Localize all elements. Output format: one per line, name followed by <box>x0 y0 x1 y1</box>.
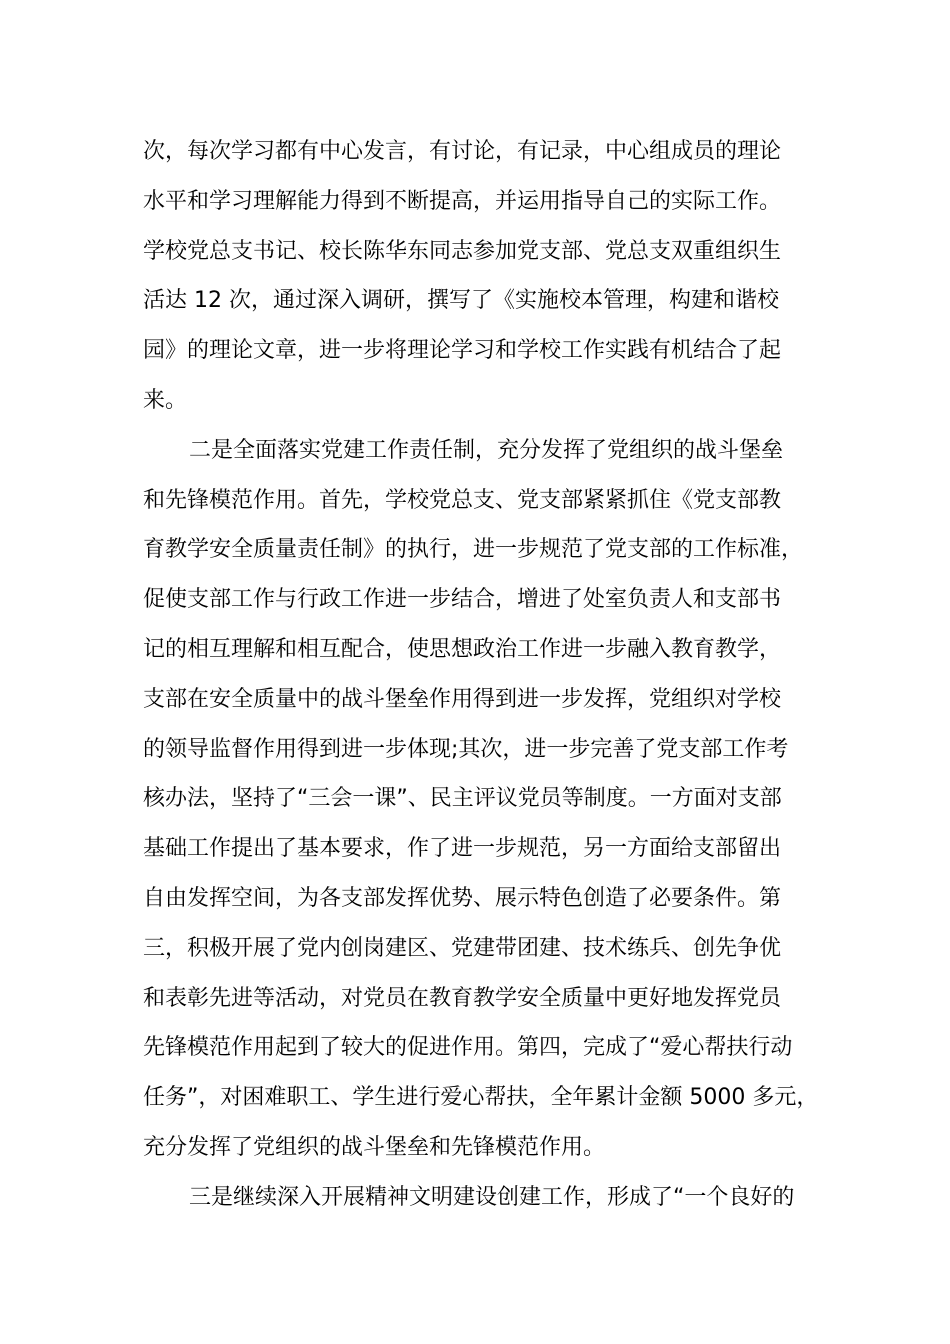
text-line: 三，积极开展了党内创岗建区、党建带团建、技术练兵、创先争优 <box>143 935 782 961</box>
text-line: 园》的理论文章，进一步将理论学习和学校工作实践有机结合了起 <box>143 338 782 364</box>
text-line: 和先锋模范作用。首先，学校党总支、党支部紧紧抓住《党支部教 <box>143 487 782 513</box>
text-line: 的领导监督作用得到进一步体现;其次，进一步完善了党支部工作考 <box>143 736 789 762</box>
text-line: 任务”，对困难职工、学生进行爱心帮扶，全年累计金额 5000 多元， <box>143 1085 819 1111</box>
text-line: 自由发挥空间，为各支部发挥优势、展示特色创造了必要条件。第 <box>143 885 782 911</box>
text-line: 促使支部工作与行政工作进一步结合，增进了处室负责人和支部书 <box>143 587 782 613</box>
text-line: 学校党总支书记、校长陈华东同志参加党支部、党总支双重组织生 <box>143 238 782 264</box>
paragraph <box>143 127 833 426</box>
text-line: 三是继续深入开展精神文明建设创建工作，形成了“一个良好的 <box>189 1184 795 1210</box>
text-line: 支部在安全质量中的战斗堡垒作用得到进一步发挥，党组织对学校 <box>143 686 782 712</box>
text-line: 育教学安全质量责任制》的执行，进一步规范了党支部的工作标准， <box>143 537 804 563</box>
text-line: 次，每次学习都有中心发言，有讨论，有记录，中心组成员的理论 <box>143 139 782 164</box>
text-line: 和表彰先进等活动，对党员在教育教学安全质量中更好地发挥党员 <box>143 985 782 1011</box>
text-line: 核办法，坚持了“三会一课”、民主评议党员等制度。一方面对支部 <box>143 786 782 812</box>
text-line: 先锋模范作用起到了较大的促进作用。第四，完成了“爱心帮扶行动 <box>143 1035 793 1061</box>
text-line: 记的相互理解和相互配合，使思想政治工作进一步融入教育教学， <box>143 636 782 662</box>
paragraph <box>143 1173 833 1223</box>
document-body <box>143 127 833 1223</box>
text-line: 来。 <box>143 387 188 413</box>
text-line: 二是全面落实党建工作责任制，充分发挥了党组织的战斗堡垒 <box>189 437 784 463</box>
paragraph <box>143 426 833 1173</box>
text-line: 充分发挥了党组织的战斗堡垒和先锋模范作用。 <box>143 1134 606 1160</box>
text-line: 基础工作提出了基本要求，作了进一步规范，另一方面给支部留出 <box>143 836 782 862</box>
text-line: 水平和学习理解能力得到不断提高，并运用指导自己的实际工作。 <box>143 188 782 214</box>
text-line: 活达 12 次，通过深入调研，撰写了《实施校本管理，构建和谐校 <box>143 288 779 314</box>
